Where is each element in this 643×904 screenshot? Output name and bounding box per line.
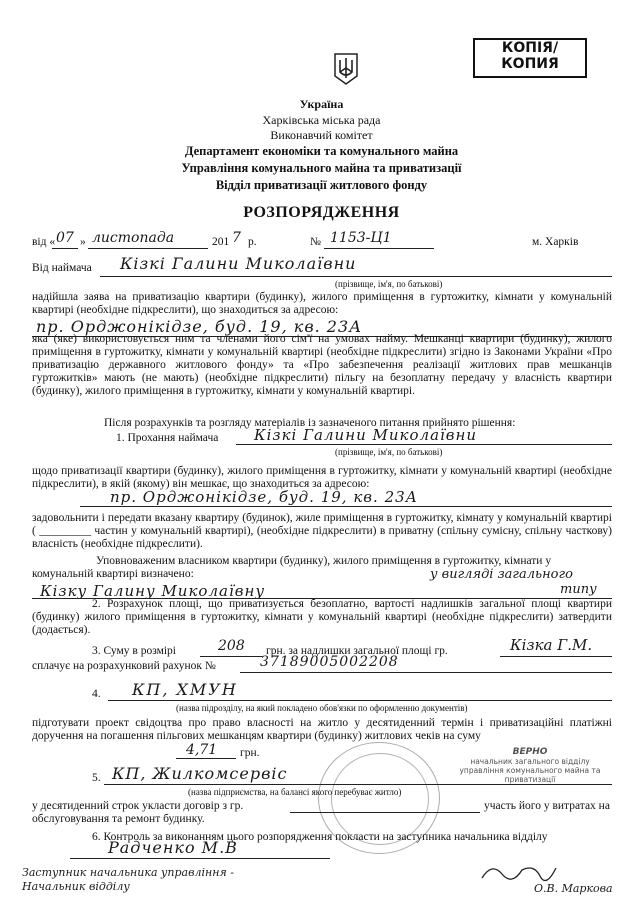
verified-stamp-line2: начальник загального відділу	[470, 757, 590, 766]
copy-stamp-line2: КОПИЯ	[501, 56, 559, 72]
item5-caption: (назва підприємства, на балансі якого перебуває житло)	[188, 787, 402, 797]
number-label: №	[310, 236, 321, 248]
date-quote-close: »	[80, 236, 86, 248]
paragraph-privatization: щодо приватизації квартири (будинку), жилого приміщення в гуртожитку, кімнати у комунальній квартирі (необхідне підкреслити), в якій (якому) він мешкає, що знаходиться за адресою:	[32, 465, 612, 490]
header-department: Департамент економіки та комунального майна	[184, 144, 459, 158]
tenant-caption: (прізвище, ім'я, по батькові)	[335, 279, 443, 289]
item3-person: Кізка Г.М.	[510, 636, 593, 654]
paragraph-owner: Уповноваженим власником квартири (будинку), жилого приміщення в гуртожитку, кімнати у комунальній квартирі визначено:	[32, 555, 552, 580]
verified-stamp	[448, 748, 612, 828]
owner-line3: типу	[560, 582, 597, 597]
paragraph-decision: Після розрахунків та розгляду матеріалів із зазначеного питання прийнято рішення:	[104, 417, 516, 429]
header-council: Харківська міська рада	[262, 113, 381, 127]
item3-account-label: сплачує на розрахунковий рахунок №	[32, 660, 216, 672]
verified-stamp-line3: управління комунального майна та приватизації	[459, 766, 601, 784]
control-person: Радченко М.В	[108, 838, 238, 857]
item3-account: 37189005002208	[260, 654, 399, 670]
item5-label: 5.	[92, 772, 101, 784]
header-division: Відділ приватизації житлового фонду	[215, 178, 428, 192]
item3-sum: 208	[218, 638, 245, 654]
item3-middle: грн. за надлишки загальної площі гр.	[266, 645, 448, 657]
footer-left-line1: Заступник начальника управління -	[22, 866, 234, 879]
order-number: 1153-Ц1	[330, 230, 392, 246]
date-day: 07	[56, 230, 74, 246]
trident-emblem-icon	[333, 52, 359, 86]
address2-handwritten: пр. Орджонікідзе, буд. 19, кв. 23А	[110, 488, 419, 506]
round-seal	[318, 742, 440, 854]
city: м. Харків	[532, 236, 579, 248]
item2-text: 2. Розрахунок площі, що приватизується безоплатно, вартості надлишків загальної площі квартири (будинку) жилого приміщення в гуртожитку, кімнати у комунальній квартирі (необхідне підкреслити) затвердити (додається).	[32, 598, 612, 636]
document-title: РОЗПОРЯДЖЕННЯ	[243, 204, 400, 221]
footer-right: О.В. Маркова	[534, 882, 613, 895]
date-year-digit: 7	[232, 230, 241, 246]
item3-prefix: 3. Суму в розмірі	[92, 645, 176, 657]
paragraph-transfer: задовольнити і передати вказану квартиру (будинок), жиле приміщення в гуртожитку, кімнату у комунальній квартирі ( _________ частин у комунальній квартирі), (необхідне підкреслити) в приватну (спільну сумісну, спільну часткову) власність (необхідне підкреслити).	[32, 512, 612, 550]
paragraph-control: 6. Контроль за виконанням цього розпорядження покласти на заступника начальника відділу	[92, 831, 548, 843]
header-directorate: Управління комунального майна та приватизації	[181, 161, 462, 175]
checks-unit: грн.	[240, 747, 260, 759]
paragraph-certificate: підготувати проект свідоцтва про право власності на житло у десятиденний термін і приватизаційні платіжні доручення на погашення пільгових мешканцям квартири (будинку) житлових чеків на суму	[32, 717, 612, 742]
date-month: листопада	[92, 230, 175, 246]
item1-caption: (прізвище, ім'я, по батькові)	[335, 447, 443, 457]
paragraph-application: надійшла заява на приватизацію квартири (будинку), жилого приміщення в гуртожитку, кімнати у комунальній квартирі (необхідне підкреслити), що знаходиться за адресою:	[32, 291, 612, 316]
paragraph-contract-start: у десятиденний строк укласти договір з гр.	[32, 800, 244, 812]
copy-stamp-line1: КОПІЯ/	[501, 40, 559, 56]
copy-stamp	[473, 38, 587, 78]
item1-name: Кізкі Галини Миколаївни	[254, 426, 478, 444]
checks-sum: 4,71	[186, 742, 218, 758]
date-year-suffix: р.	[248, 236, 257, 248]
tenant-label: Від наймача	[32, 262, 92, 274]
item4-caption: (назва підрозділу, на який покладено обов'язки по оформленню документів)	[176, 703, 468, 713]
date-row	[32, 232, 612, 252]
footer-left-line2: Начальник відділу	[22, 880, 130, 893]
item4-org: КП, ХМУН	[132, 680, 238, 699]
signature-icon	[478, 856, 558, 886]
item5-org: КП, Жилкомсервіс	[112, 764, 288, 783]
item4-label: 4.	[92, 688, 101, 700]
tenant-name: Кізкі Галини Миколаївни	[120, 254, 357, 273]
paragraph-usage: яка (яке) використовується ним та членами його сім'ї на умовах найму. Мешканці квартири (будинку), жилого приміщення в гуртожитку, кімнати у комунальній квартирі (необхідне підкреслити) згідно із Законами України «Про приватизацію державного житлового фонду» та «Про забезпечення реалізації житлових прав мешканців гуртожитків» мають (не мають) (необхідне підкреслити) пільгу на безоплатну передачу у власність квартири (будинку), жилого приміщення в гуртожитку, кімнати у комунальній квартирі.	[32, 333, 612, 397]
verified-stamp-title: ВЕРНО	[512, 747, 548, 757]
owner-line2: Кізку Галину Миколаївну	[40, 582, 266, 600]
header-country: Україна	[299, 97, 344, 111]
paragraph-contract-end: участь його у витратах на обслуговування та ремонт будинку.	[32, 800, 610, 825]
date-year-prefix: 201	[212, 236, 230, 248]
date-prefix: від «	[32, 236, 56, 248]
owner-line1: у вигляді загального	[430, 567, 573, 582]
address-handwritten: пр. Орджонікідзе, буд. 19, кв. 23А	[36, 317, 363, 336]
item1-label: 1. Прохання наймача	[116, 432, 219, 444]
header-committee: Виконавчий комітет	[270, 128, 373, 142]
